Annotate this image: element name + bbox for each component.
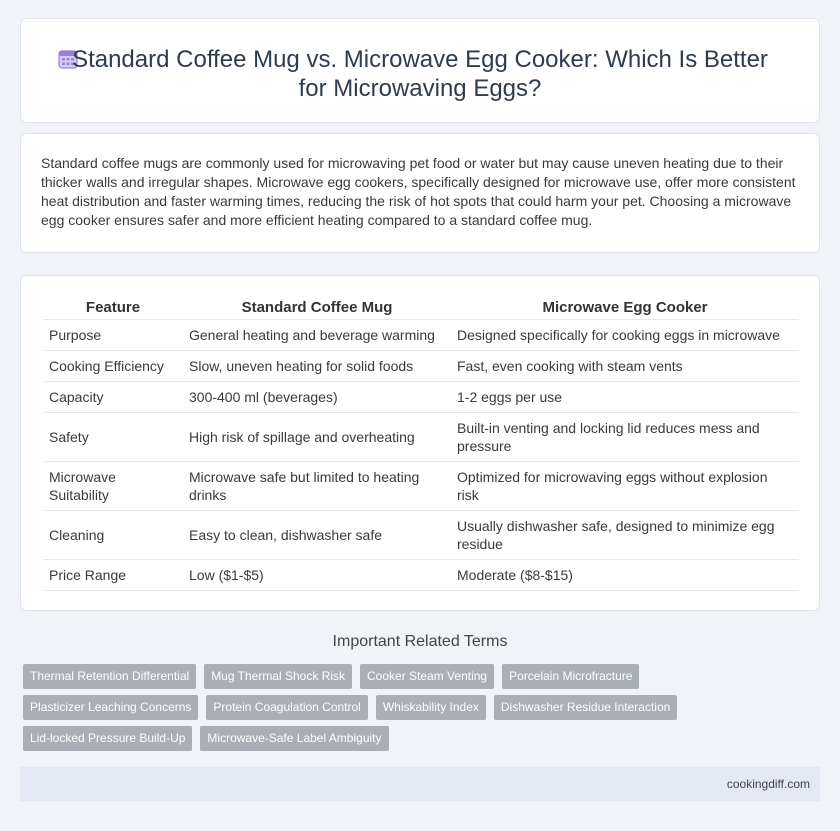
intro-card [20, 133, 820, 253]
table-row [43, 461, 799, 510]
cell-egg-cooker: Designed specifically for cooking eggs in microwave [451, 319, 799, 350]
comparison-table [43, 296, 799, 591]
intro-paragraph: Standard coffee mugs are commonly used for microwaving pet food or water but may cause uneven heating due to their thicker walls and irregular shapes. Microwave egg cookers, specifically designed for microwave use, offer more consistent heat distribution and faster warming times, reducing the risk of hot spots that could harm your pet. Choosing a microwave egg cooker ensures safer and more efficient heating compared to a standard coffee mug. [41, 155, 796, 228]
cell-egg-cooker: Built-in venting and locking lid reduces mess and pressure [451, 412, 799, 461]
related-term-tag[interactable]: Cooker Steam Venting [360, 664, 494, 689]
cell-coffee-mug: Easy to clean, dishwasher safe [183, 510, 451, 559]
table-row [43, 319, 799, 350]
cell-coffee-mug: High risk of spillage and overheating [183, 412, 451, 461]
related-term-tag[interactable]: Plasticizer Leaching Concerns [23, 695, 198, 720]
related-term-tag[interactable]: Protein Coagulation Control [206, 695, 367, 720]
page-title: Standard Coffee Mug vs. Microwave Egg Cooker: Which Is Better for Microwaving Eggs? [72, 46, 768, 102]
cell-egg-cooker: Optimized for microwaving eggs without explosion risk [451, 461, 799, 510]
table-row [43, 559, 799, 590]
related-term-tag[interactable]: Microwave-Safe Label Ambiguity [200, 726, 388, 751]
cell-coffee-mug: 300-400 ml (beverages) [183, 381, 451, 412]
related-terms-title: Important Related Terms [332, 633, 508, 650]
related-term-tag[interactable]: Thermal Retention Differential [23, 664, 196, 689]
cell-feature: Capacity [43, 381, 183, 412]
cell-egg-cooker: Moderate ($8-$15) [451, 559, 799, 590]
cell-feature: Cleaning [43, 510, 183, 559]
footer-site-link[interactable]: cookingdiff.com [726, 777, 810, 791]
table-row [43, 381, 799, 412]
cell-coffee-mug: Microwave safe but limited to heating drinks [183, 461, 451, 510]
related-term-tag[interactable]: Lid-locked Pressure Build-Up [23, 726, 192, 751]
cell-coffee-mug: Slow, uneven heating for solid foods [183, 350, 451, 381]
cell-egg-cooker: Usually dishwasher safe, designed to minimize egg residue [451, 510, 799, 559]
header-egg-cooker: Microwave Egg Cooker [451, 296, 799, 319]
cell-feature: Cooking Efficiency [43, 350, 183, 381]
cell-feature: Safety [43, 412, 183, 461]
cell-feature: Price Range [43, 559, 183, 590]
table-header-row [43, 296, 799, 319]
cell-coffee-mug: Low ($1-$5) [183, 559, 451, 590]
table-row [43, 510, 799, 559]
cell-feature: Purpose [43, 319, 183, 350]
footer [20, 767, 820, 801]
comparison-card [20, 275, 820, 611]
title-card [20, 18, 820, 123]
cell-egg-cooker: Fast, even cooking with steam vents [451, 350, 799, 381]
related-term-tag[interactable]: Mug Thermal Shock Risk [204, 664, 352, 689]
table-row [43, 350, 799, 381]
related-term-tag[interactable]: Whiskability Index [376, 695, 486, 720]
cell-feature: Microwave Suitability [43, 461, 183, 510]
related-term-tag[interactable]: Porcelain Microfracture [502, 664, 639, 689]
table-row [43, 412, 799, 461]
header-feature: Feature [43, 296, 183, 319]
related-term-tag[interactable]: Dishwasher Residue Interaction [494, 695, 677, 720]
header-coffee-mug: Standard Coffee Mug [183, 296, 451, 319]
cell-coffee-mug: General heating and beverage warming [183, 319, 451, 350]
related-terms-list [23, 664, 703, 751]
cell-egg-cooker: 1-2 eggs per use [451, 381, 799, 412]
